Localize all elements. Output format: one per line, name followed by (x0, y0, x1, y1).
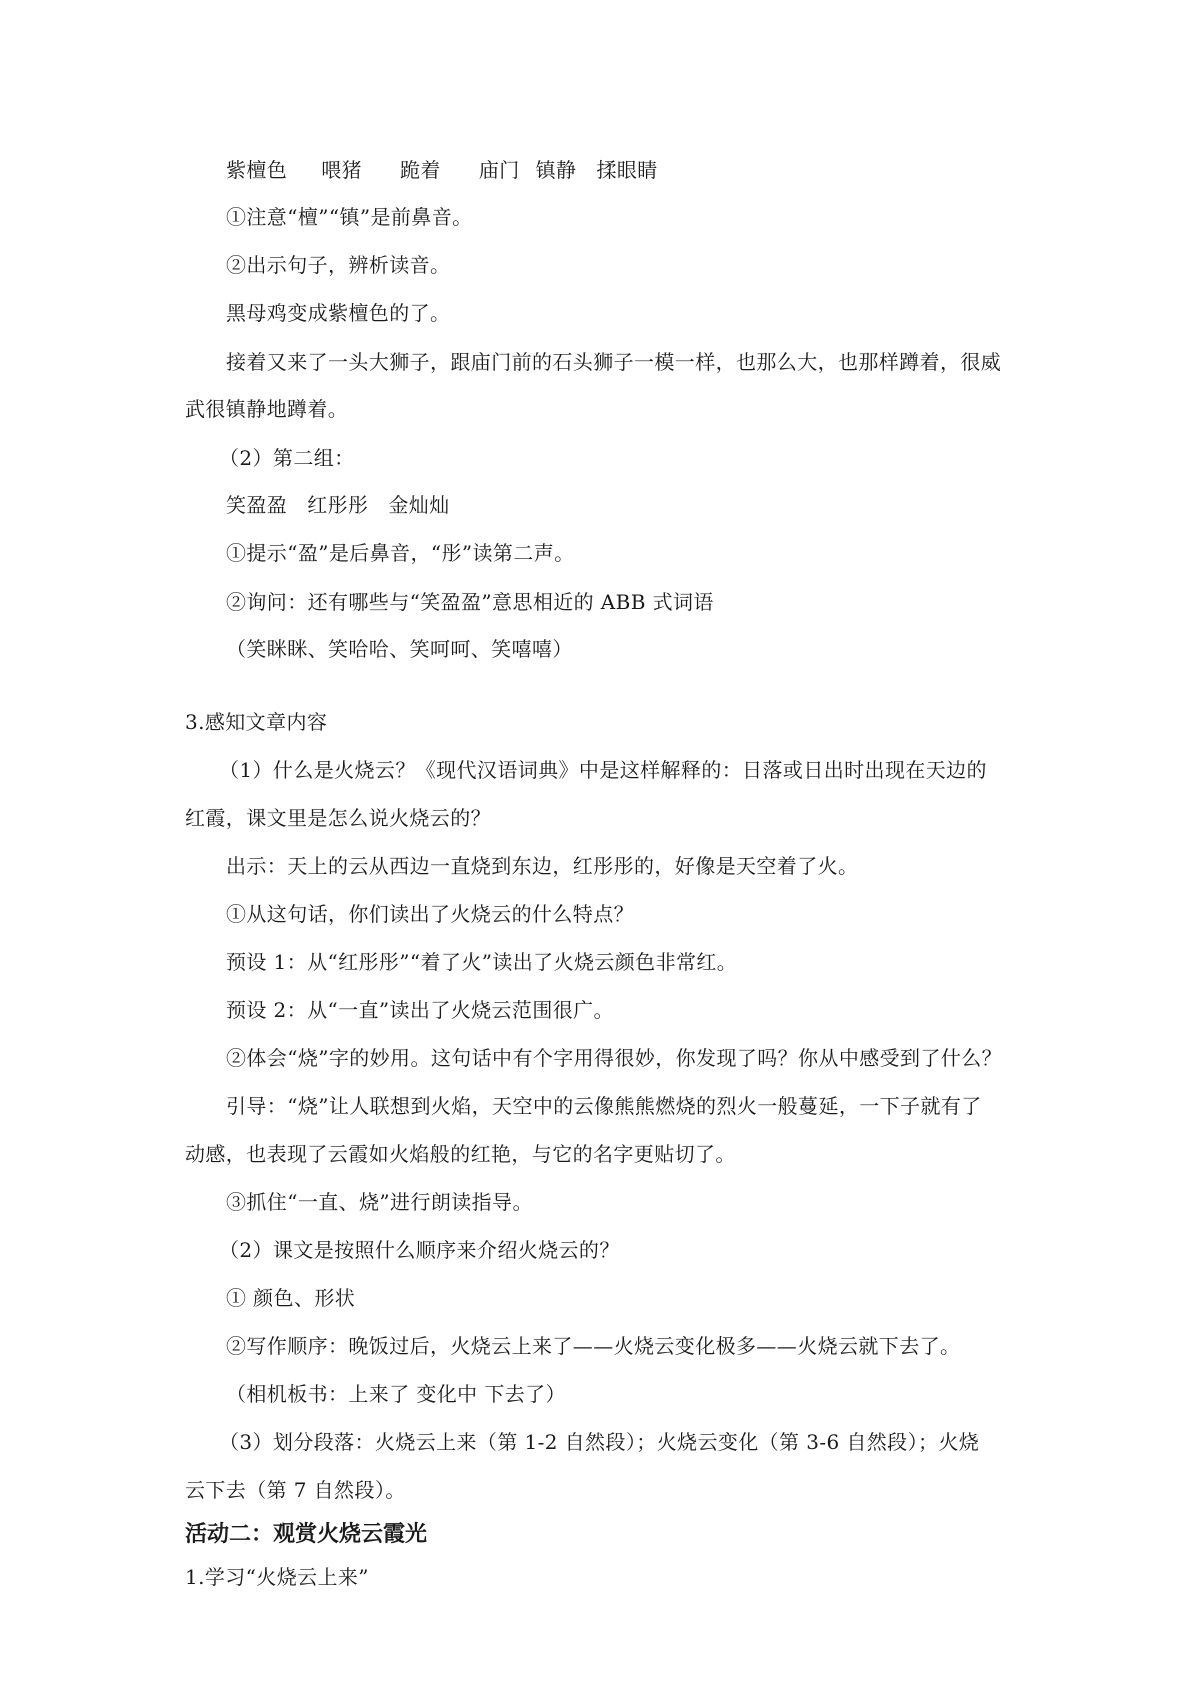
note-front-nasal: ①注意“檀”“镇”是前鼻音。 (226, 205, 473, 229)
section-3-title: 3.感知文章内容 (185, 710, 328, 734)
subsection-1-title: 1.学习“火烧云上来” (185, 1565, 369, 1589)
prompt-2: ②体会“烧”字的妙用。这句话中有个字用得很妙，你发现了吗？你从中感受到了什么？ (226, 1046, 1003, 1070)
activity-2-heading: 活动二：观赏火烧云霞光 (185, 1522, 428, 1547)
example-sentence-1: 黑母鸡变成紫檀色的了。 (226, 301, 451, 325)
guide-line-2: 动感，也表现了云霞如火焰般的红艳，与它的名字更贴切了。 (185, 1142, 736, 1166)
question-3-line-2: 云下去（第 7 自然段）。 (185, 1478, 406, 1502)
question-2-answer-2: ②写作顺序：晚饭过后，火烧云上来了——火烧云变化极多——火烧云就下去了。 (226, 1334, 961, 1358)
question-2-answer-1: ① 颜色、形状 (226, 1286, 356, 1310)
example-sentence-2-line-1: 接着又来了一头大狮子，跟庙门前的石头狮子一模一样，也那么大，也那样蹲着，很威 (226, 350, 1002, 374)
example-sentence-2-line-2: 武很镇静地蹲着。 (185, 397, 349, 421)
vocab-word: 揉眼睛 (596, 158, 658, 182)
vocab-word: 紫檀色 (226, 158, 288, 182)
vocabulary-group-1 (226, 158, 658, 182)
vocab-word: 红彤彤 (307, 493, 369, 517)
vocab-word: 庙门 (478, 158, 520, 182)
vocab-word: 笑盈盈 (226, 493, 288, 517)
vocab-word: 金灿灿 (388, 493, 450, 517)
question-2: （2）课文是按照什么顺序来介绍火烧云的？ (219, 1238, 620, 1262)
preset-1: 预设 1：从“红彤彤”“着了火”读出了火烧云颜色非常红。 (226, 950, 738, 974)
vocab-word: 跪着 (400, 158, 441, 182)
note-show-sentence: ②出示句子，辨析读音。 (226, 253, 451, 277)
preset-2: 预设 2：从“一直”读出了火烧云范围很广。 (226, 998, 614, 1022)
abb-word-examples: （笑眯眯、笑哈哈、笑呵呵、笑嘻嘻） (226, 637, 573, 661)
vocab-word: 喂猪 (321, 158, 363, 182)
guide-line-1: 引导：“烧”让人联想到火焰，天空中的云像熊熊燃烧的烈火一般蔓延，一下子就有了 (226, 1094, 982, 1118)
group-2-title: （2）第二组： (219, 446, 355, 470)
prompt-3: ③抓住“一直、烧”进行朗读指导。 (226, 1190, 533, 1214)
board-writing: （相机板书：上来了 变化中 下去了） (226, 1382, 566, 1406)
prompt-1: ①从这句话，你们读出了火烧云的什么特点？ (226, 902, 634, 926)
question-1-line-2: 红霞，课文里是怎么说火烧云的？ (185, 806, 491, 830)
show-sentence: 出示：天上的云从西边一直烧到东边，红彤彤的，好像是天空着了火。 (226, 854, 859, 878)
note-back-nasal: ①提示“盈”是后鼻音，“彤”读第二声。 (226, 541, 575, 565)
vocabulary-group-2 (226, 493, 450, 517)
note-abb-words: ②询问：还有哪些与“笑盈盈”意思相近的 ABB 式词语 (226, 590, 714, 614)
question-3-line-1: （3）划分段落：火烧云上来（第 1-2 自然段）；火烧云变化（第 3-6 自然段）；火烧 (219, 1430, 980, 1454)
question-1-line-1: （1）什么是火烧云？《现代汉语词典》中是这样解释的：日落或日出时出现在天边的 (219, 758, 987, 782)
vocab-word: 镇静 (535, 158, 577, 182)
